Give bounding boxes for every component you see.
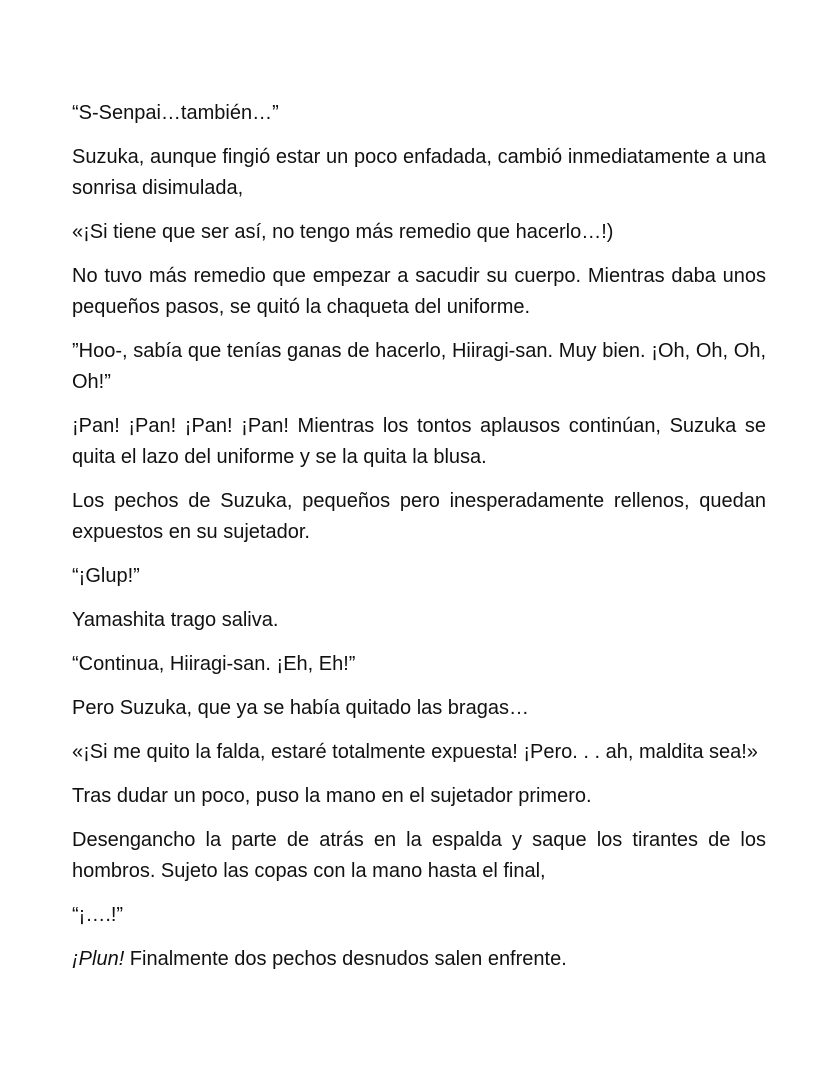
paragraph-4: No tuvo más remedio que empezar a sacudir su cuerpo. Mientras daba unos pequeños pasos, se quitó la chaqueta del uniforme. <box>72 265 766 318</box>
paragraph-1: “S-Senpai…también…” <box>72 102 279 124</box>
paragraph-6: ¡Pan! ¡Pan! ¡Pan! ¡Pan! Mientras los tontos aplausos continúan, Suzuka se quita el lazo del uniforme y se la quita la blusa. <box>72 415 766 468</box>
paragraph-16 <box>72 944 766 975</box>
paragraph-15: “¡….!” <box>72 904 124 926</box>
paragraph-13: Tras dudar un poco, puso la mano en el sujetador primero. <box>72 785 592 807</box>
paragraph-12: «¡Si me quito la falda, estaré totalmente expuesta! ¡Pero. . . ah, maldita sea!» <box>72 741 758 763</box>
paragraph-7: Los pechos de Suzuka, pequeños pero inesperadamente rellenos, quedan expuestos en su sujetador. <box>72 490 766 543</box>
paragraph-8: “¡Glup!” <box>72 565 140 587</box>
paragraph-5: ”Hoo-, sabía que tenías ganas de hacerlo, Hiiragi-san. Muy bien. ¡Oh, Oh, Oh, Oh!” <box>72 340 766 393</box>
paragraph-14: Desengancho la parte de atrás en la espalda y saque los tirantes de los hombros. Sujeto las copas con la mano hasta el final, <box>72 829 766 882</box>
paragraph-11: Pero Suzuka, que ya se había quitado las bragas… <box>72 697 529 719</box>
sound-effect-text: ¡Plun! <box>72 948 125 970</box>
paragraph-9: Yamashita trago saliva. <box>72 609 279 631</box>
paragraph-10: “Continua, Hiiragi-san. ¡Eh, Eh!” <box>72 653 356 675</box>
document-page <box>72 98 766 988</box>
paragraph-2: Suzuka, aunque fingió estar un poco enfadada, cambió inmediatamente a una sonrisa disimulada, <box>72 146 766 199</box>
paragraph-3: «¡Si tiene que ser así, no tengo más remedio que hacerlo…!) <box>72 221 614 243</box>
paragraph-16-text: Finalmente dos pechos desnudos salen enfrente. <box>124 948 567 970</box>
